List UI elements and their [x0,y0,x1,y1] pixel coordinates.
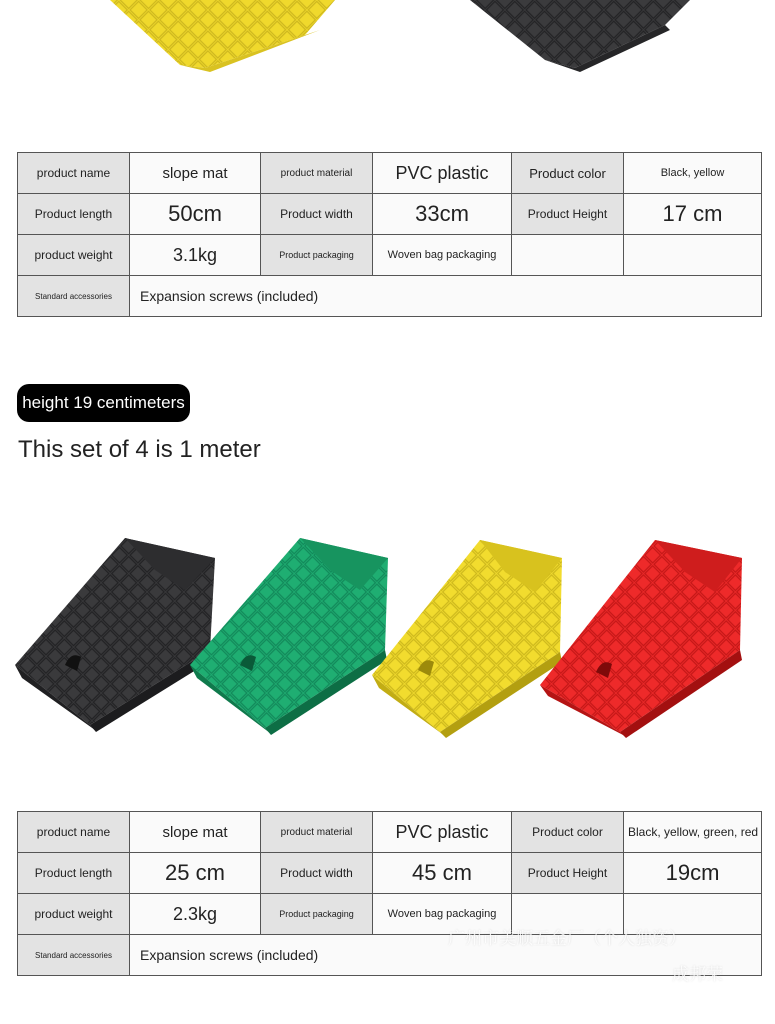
green-ramp [190,538,388,735]
spec-table-1 [17,152,762,317]
value-product-material: PVC plastic [373,812,512,853]
value-product-color: Black, yellow [624,153,762,194]
value-product-length: 25 cm [130,853,261,894]
label-product-material: product material [261,812,373,853]
watermark-line-1: 广州市美顺五金厂（个人独资） [448,929,686,948]
label-product-width: Product width [261,194,373,235]
black-ramp-top [470,0,690,72]
value-product-name: slope mat [130,153,261,194]
value-product-width: 45 cm [373,853,512,894]
value-standard-accessories: Expansion screws (included) [130,276,762,317]
empty-cell [624,235,762,276]
value-product-height: 19cm [624,853,762,894]
red-ramp [540,540,742,738]
label-product-name: product name [18,153,130,194]
black-ramp [15,538,215,732]
value-product-width: 33cm [373,194,512,235]
label-product-weight: product weight [18,894,130,935]
value-product-height: 17 cm [624,194,762,235]
value-product-color: Black, yellow, green, red [624,812,762,853]
label-product-weight: product weight [18,235,130,276]
yellow-ramp [372,540,562,738]
value-product-material: PVC plastic [373,153,512,194]
label-standard-accessories: Standard accessories [18,276,130,317]
value-standard-accessories: Expansion screws (included) [130,935,762,976]
table-row [18,153,762,194]
top-product-photo [0,0,775,140]
label-product-length: Product length [18,194,130,235]
value-product-weight: 3.1kg [130,235,261,276]
value-product-weight: 2.3kg [130,894,261,935]
table-row [18,812,762,853]
label-standard-accessories: Standard accessories [18,935,130,976]
label-product-width: Product width [261,853,373,894]
label-product-name: product name [18,812,130,853]
value-product-name: slope mat [130,812,261,853]
table-row [18,235,762,276]
value-product-packaging: Woven bag packaging [373,894,512,935]
yellow-ramp-top [110,0,335,72]
label-product-height: Product Height [512,194,624,235]
label-product-height: Product Height [512,853,624,894]
label-product-length: Product length [18,853,130,894]
empty-cell [512,235,624,276]
height-badge: height 19 centimeters [17,384,190,422]
watermark-line-2: 成邦荣 [672,965,723,984]
label-product-packaging: Product packaging [261,235,373,276]
label-product-packaging: Product packaging [261,894,373,935]
table-row [18,853,762,894]
label-product-color: Product color [512,153,624,194]
table-row [18,276,762,317]
label-product-color: Product color [512,812,624,853]
value-product-length: 50cm [130,194,261,235]
ramps-set-photo [0,500,775,790]
section-heading: This set of 4 is 1 meter [18,436,261,463]
value-product-packaging: Woven bag packaging [373,235,512,276]
label-product-material: product material [261,153,373,194]
spec-table-2 [17,811,762,976]
table-row [18,194,762,235]
